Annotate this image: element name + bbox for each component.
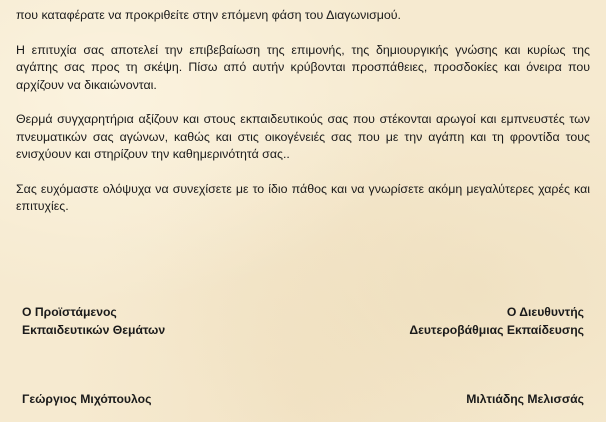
left-signatory-title-line2: Εκπαιδευτικών Θεμάτων [22, 322, 166, 337]
letter-paragraph-3: Θερμά συγχαρητήρια αξίζουν και στους εκπαιδευτικούς σας που στέκονται αρωγοί και εμπνευστές των πνευματικών σας αγώνων, καθώς και στις οικογένειές σας που με την αγάπη και τη φροντίδα τους ενισχύουν και στηρίζουν την καθημερινότητά σας.. [16, 112, 590, 161]
paragraph-spacer [16, 94, 590, 111]
right-signatory-name: Μιλτιάδης Μελισσάς [466, 392, 584, 406]
paragraph-spacer [16, 164, 590, 181]
right-signatory-title-line2: Δευτεροβάθμιας Εκπαίδευσης [409, 322, 584, 337]
right-signatory-title [409, 304, 584, 339]
left-signatory-title-line1: Ο Προϊστάμενος [22, 305, 117, 319]
letter-body [16, 7, 590, 216]
paragraph-spacer [16, 25, 590, 42]
right-signatory-title-line1: Ο Διευθυντής [506, 305, 584, 319]
left-signatory-name: Γεώργιος Μιχόπουλος [22, 392, 152, 406]
letter-paragraph-4: Σας ευχόμαστε ολόψυχα να συνεχίσετε με το ίδιο πάθος και να γνωρίσετε ακόμη μεγαλύτερες χαρές και επιτυχίες. [16, 181, 590, 213]
left-signatory-title [22, 304, 165, 339]
letter-paragraph-1: που καταφέρατε να προκριθείτε στην επόμενη φάση του Διαγωνισμού. [16, 8, 401, 22]
letter-paragraph-2: Η επιτυχία σας αποτελεί την επιβεβαίωση της επιμονής, της δημιουργικής γνώσης και κυρίως της αγάπης σας προς τη σκέψη. Πίσω από αυτήν κρύβονται προσπάθειες, προσδοκίες και όνειρα που αρχίζουν να δικαιώνονται. [16, 42, 590, 92]
